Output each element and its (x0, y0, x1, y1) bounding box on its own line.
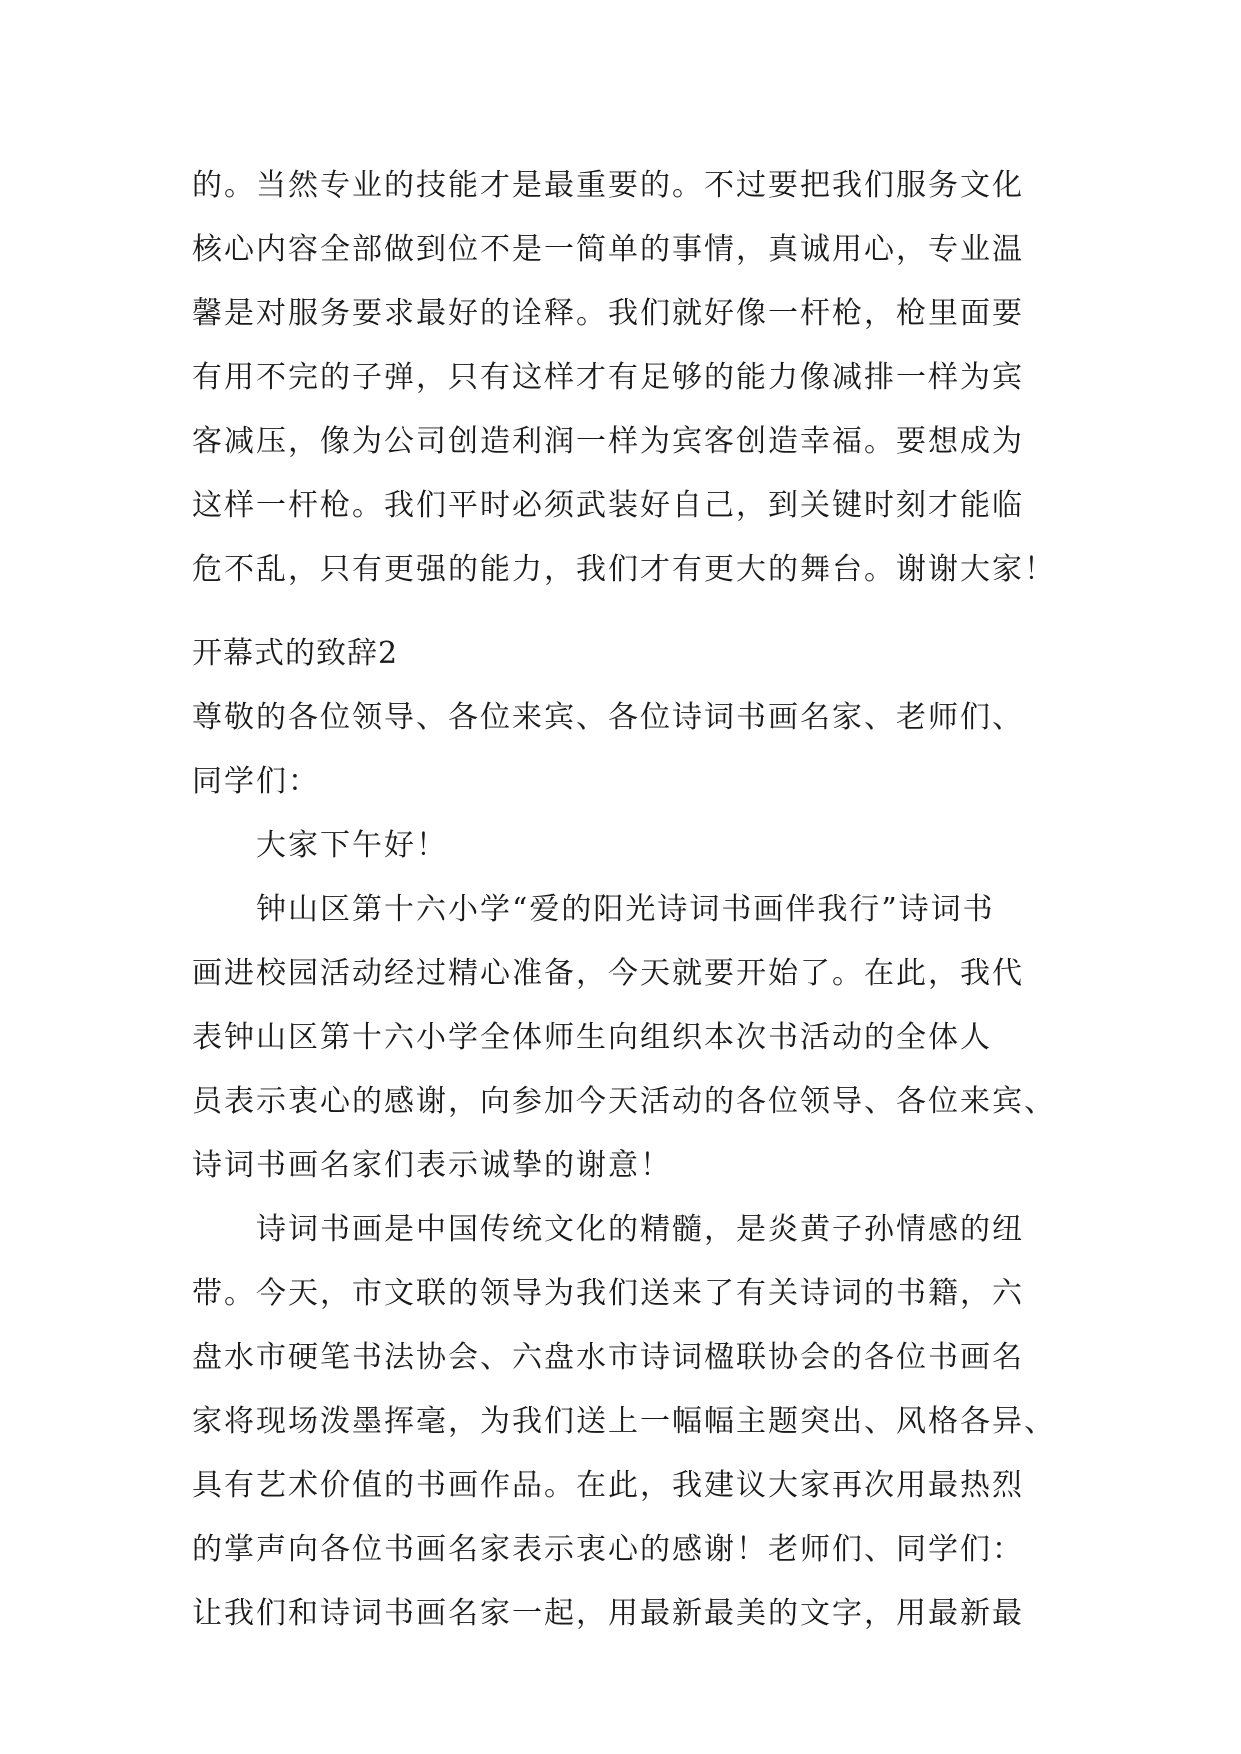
text-line: 员表示衷心的感谢，向参加今天活动的各位领导、各位来宾、 (192, 1084, 1056, 1119)
text-line: 核心内容全部做到位不是一简单的事情，真诚用心，专业温 (192, 232, 1024, 267)
text-line: 具有艺术价值的书画作品。在此，我建议大家再次用最热烈 (192, 1468, 1024, 1503)
text-line: 盘水市硬笔书法协会、六盘水市诗词楹联协会的各位书画名 (192, 1340, 1024, 1375)
text-line: 画进校园活动经过精心准备，今天就要开始了。在此，我代 (192, 956, 1024, 991)
section-title: 开幕式的致辞2 (192, 636, 399, 671)
text-line: 的掌声向各位书画名家表示衷心的感谢！老师们、同学们： (192, 1532, 1024, 1567)
text-line: 客减压，像为公司创造利润一样为宾客创造幸福。要想成为 (192, 424, 1024, 459)
text-line: 这样一杆枪。我们平时必须武装好自己，到关键时刻才能临 (192, 488, 1024, 523)
text-line: 诗词书画是中国传统文化的精髓，是炎黄子孙情感的纽 (256, 1212, 1024, 1247)
paragraph-continued (192, 154, 1072, 602)
text-line: 馨是对服务要求最好的诠释。我们就好像一杆枪，枪里面要 (192, 296, 1024, 331)
text-line: 诗词书画名家们表示诚挚的谢意！ (192, 1148, 672, 1183)
salutation-line: 同学们： (192, 764, 320, 799)
text-line: 表钟山区第十六小学全体师生向组织本次书活动的全体人 (192, 1020, 992, 1055)
text-line: 家将现场泼墨挥毫，为我们送上一幅幅主题突出、风格各异、 (192, 1404, 1056, 1439)
text-line: 有用不完的子弹，只有这样才有足够的能力像减排一样为宾 (192, 360, 1024, 395)
salutation-line: 尊敬的各位领导、各位来宾、各位诗词书画名家、老师们、 (192, 700, 1024, 735)
text-line: 危不乱，只有更强的能力，我们才有更大的舞台。谢谢大家！ (192, 552, 1056, 587)
text-line: 带。今天，市文联的领导为我们送来了有关诗词的书籍，六 (192, 1276, 1024, 1311)
text-line: 让我们和诗词书画名家一起，用最新最美的文字，用最新最 (192, 1596, 1024, 1631)
text-line: 钟山区第十六小学“爱的阳光诗词书画伴我行”诗词书 (256, 892, 995, 927)
text-line: 的。当然专业的技能才是最重要的。不过要把我们服务文化 (192, 168, 1024, 203)
speech-section (192, 622, 1072, 1646)
greeting: 大家下午好！ (256, 828, 448, 863)
